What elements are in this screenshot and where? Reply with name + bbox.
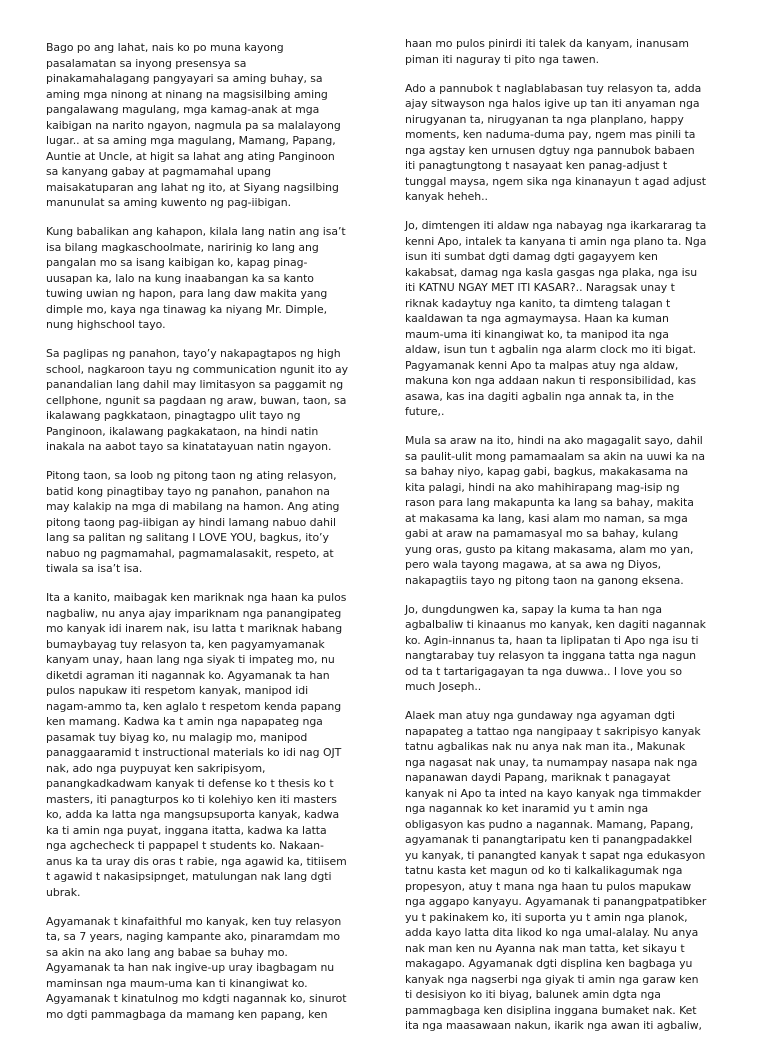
paragraph: Ado a pannubok t naglablabasan tuy relasyon ta, adda ajay sitwayson nga halos igive up tan iti anyaman nga nirugyanan ta, nirugyanan ta nga planplano, happy moments, ken naduma-duma pay, ngem mas pinili ta nga agstay ken urnusen dgtuy nga pannubok babaen iti panagtungtong t nasayaat ken panag-adjust t tunggal maysa, ngem sika nga kinanayun t agad adjust kanyak heheh.. [405, 81, 706, 203]
left-column [46, 40, 384, 1036]
paragraph: Ita a kanito, maibagak ken mariknak nga haan ka pulos nagbaliw, nu anya ajay impariknam nga panangipateg mo kanyak idi inarem nak, isu latta t mariknak habang bumaybayag tuy relasyon ta, ken pagyamyamanak kanyam unay, haan lang nga siyak ti impateg mo, nu diketdi agraman iti nagannak ko. Agyamanak ta han pulos napukaw iti respetom kanyak, manipod idi nagam-ammo ta, ken aglalo t respetom kenda papang ken mamang. Kadwa ka t amin nga napapateg nga pasamak tuy biyag ko, nu malagip mo, manipod panaggaaramid t instructional materials ko idi nag OJT nak, ado nga puypuyat ken sakripisyom, panangkadkadwam kanyak ti defense ko t thesis ko t masters, iti panagturpos ko ti kolehiyo ken iti masters ko, adda ka latta nga mangsupsuporta kanyak, kadwa ka ti amin nga puyat, inggana itatta, kadwa ka latta nga agchecheck ti pappapel t students ko. Nakaan- anus ka ta uray dis oras t rabie, nga agawid ka, titiisem t agawid t nakasipsipnget, matulungan nak lang dgti ubrak. [46, 591, 347, 899]
paragraph: Pitong taon, sa loob ng pitong taon ng ating relasyon, batid kong pinagtibay tayo ng panahon, panahon na may kalakip na mga di mabilang na hamon. Ang ating pitong taong pag-iibigan ay hindi lamang nabuo dahil lang sa palitan ng salitang I LOVE YOU, bagkus, ito’y nabuo ng pagmamahal, pagmamalasakit, respeto, at tiwala sa isa’t isa. [46, 469, 340, 575]
right-column [405, 36, 745, 1047]
paragraph: Agyamanak t kinafaithful mo kanyak, ken tuy relasyon ta, sa 7 years, naging kampante ako, pinaramdam mo sa akin na ako lang ang babae sa buhay mo. Agyamanak ta han nak ingive-up uray ibagbagam nu maminsan nga maum-uma kan ti kinangiwat ko. Agyamanak t kinatulnog mo kdgti nagannak ko, sinurot mo dgti pammagbaga da mamang ken papang, ken [46, 914, 347, 1021]
paragraph: Jo, dimtengen iti aldaw nga nabayag nga ikarkararag ta kenni Apo, intalek ta kanyana ti amin nga plano ta. Nga isun iti sumbat dgti damag dgti gagayyem ken kakabsat, damag nga kasla gasgas nga plaka, nga isu iti KATNU NGAY MET ITI KASAR?.. Naragsak unay t riknak kadaytuy nga kanito, ta dimteng talagan t kaaldawan ta nga agmaymaysa. Haan ka kuman maum-uma iti kinangiwat ko, ta manipod ita nga aldaw, isun tun t agbalin nga alarm clock mo iti bigat. Pagyamanak kenni Apo ta malpas atuy nga aldaw, makuna kon nga addaan nakun ti responsibilidad, kas asawa, kas ina dagiti agbalin nga annak ta, in the future,. [405, 219, 707, 418]
paragraph: Sa paglipas ng panahon, tayo’y nakapagtapos ng high school, nagkaroon tayu ng communication ngunit ito ay panandalian lang dahil may limitasyon sa paggamit ng cellphone, ngunit sa pagdaan ng araw, buwan, taon, sa ikalawang pagkkataon, pinagtagpo ulit tayo ng Panginoon, ikalawang pagkakataon, na hindi natin inakala na aabot tayo sa kinatatayuan natin ngayon. [46, 347, 349, 453]
paragraph: Bago po ang lahat, nais ko po muna kayong pasalamatan sa inyong presensya sa pinakamahalagang pangyayari sa aming buhay, sa aming mga ninong at ninang na magsisilbing aming pangalawang magulang, mga kamag-anak at mga kaibigan na narito ngayon, nagmula pa sa malalayong lugar.. at sa aming mga magulang, Mamang, Papang, Auntie at Uncle, at higit sa lahat ang ating Panginoon sa kanyang gabay at pagmamahal upang maisakatuparan ang lahat ng ito, at Siyang nagsilbing manunulat sa aming kuwento ng pag-iibigan. [46, 41, 341, 209]
paragraph: Mula sa araw na ito, hindi na ako magagalit sayo, dahil sa paulit-ulit mong pamamaalam sa akin na uuwi ka na sa bahay niyo, kapag gabi, bagkus, makakasama na kita palagi, hindi na ako mahihirapang mag-isip ng rason para lang makapunta ka lang sa bahay, makita at makasama ka lang, kasi alam mo naman, sa mga gabi at araw na pamamasyal mo sa bahay, kulang yung oras, gusto pa kitang makasama, alam mo yan, pero wala tayong magawa, at sa awa ng Diyos, nakapagtiis tayo ng pitong taon na ganong eksena. [405, 434, 706, 587]
paragraph: Alaek man atuy nga gundaway nga agyaman dgti napapateg a tattao nga nangipaay t sakripisyo kanyak tatnu agbalikas nak nu anya nak man ita., Makunak nga nagasat nak unay, ta numampay nasapa nak nga napanawan daydi Papang, mariknak t panagayat kanyak ni Apo ta inted na kayo kanyak nga timmakder nga nagannak ko ket inaramid yu t amin nga obligasyon kas pudno a nagannak. Mamang, Papang, agyamanak ti panangtaripatu ken ti panangpadakkel yu kanyak, ti panangted kanyak t sapat nga edukasyon tatnu kasta ket magun od ko ti kalkalikagumak nga propesyon, atuy t mana nga haan tu pulos mapukaw nga aggapo kanyayu. Agyamanak ti panangpatpatibker yu t pakinakem ko, iti suporta yu t amin nga planok, adda kayo latta dita likod ko nga umal-alalay. Nu anya nak man ken nu Ayanna nak man tatta, ket sikayu t makagapo. Agyamanak dgti displina ken bagbaga yu kanyak nga nagserbi nga giyak ti amin nga garaw ken ti desisiyon ko iti biyag, balunek amin dgta nga pammagbaga ken disiplina inggana bumaket nak. Ket ita nga maasawaan nakun, ikarik nga awan iti agbaliw, [405, 709, 707, 1032]
paragraph: Kung babalikan ang kahapon, kilala lang natin ang isa’t isa bilang magkaschoolmate, naririnig ko lang ang pangalan mo sa isang kaibigan ko, kapag pinag- uusapan ka, lalo na kung inaabangan ka sa kanto tuwing uwian ng hapon, para lang daw makita yang dimple mo, kaya nga tinawag ka niyang Mr. Dimple, nung highschool tayo. [46, 225, 346, 331]
paragraph: haan mo pulos pinirdi iti talek da kanyam, inanusam piman iti naguray ti pito nga tawen. [405, 37, 689, 66]
paragraph: Jo, dungdungwen ka, sapay la kuma ta han nga agbalbaliw ti kinaanus mo kanyak, ken dagiti nagannak ko. Agin-innanus ta, haan ta liplipatan ti Apo nga isu ti nangtarabay tuy relasyon ta inggana tatta nga nagun od ta t tartarigagayan ta nga duwwa.. I love you so much Joseph.. [405, 602, 706, 693]
